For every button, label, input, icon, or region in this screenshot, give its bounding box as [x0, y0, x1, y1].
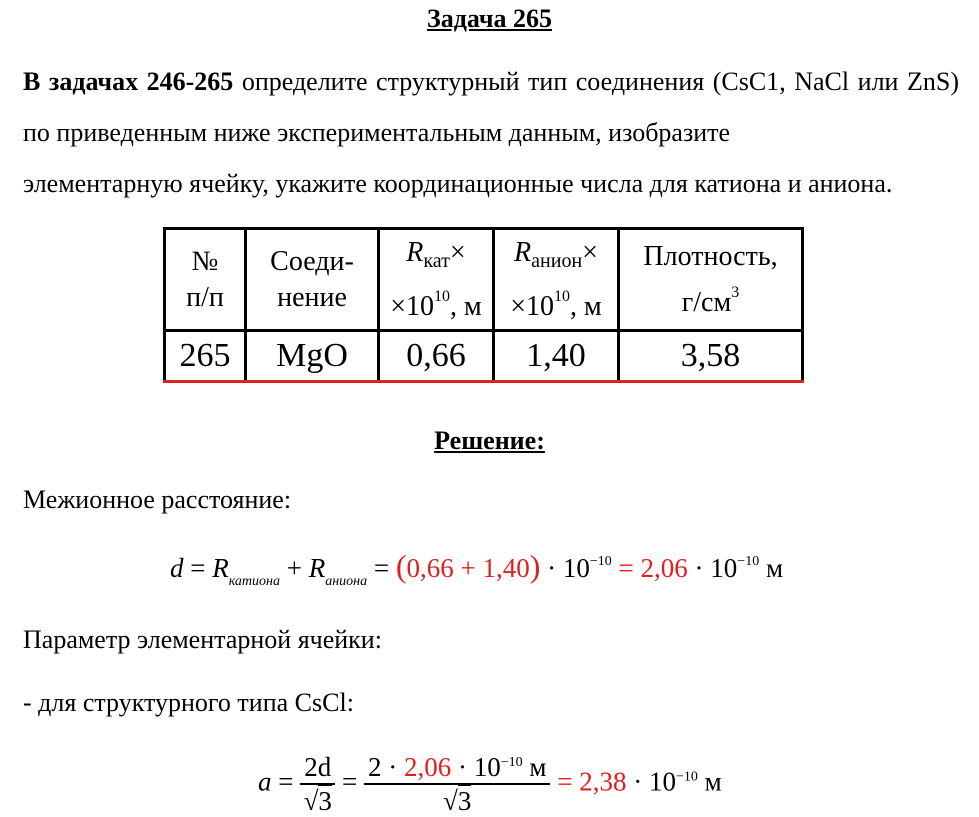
task-text-last: элементарную ячейку, укажите координационные числа для катиона и аниона.: [23, 169, 893, 198]
cell-param-label: Параметр элементарной ячейки:: [23, 625, 382, 654]
task-text: определите структурный тип соединения (CsC1, NaCl или ZnS) по приведенным ниже экспериментальным данным, изобразите: [23, 67, 959, 147]
cell-r-anion: 1,40: [494, 331, 619, 382]
formula-distance: $d = R_{катиона} + R_{аниона} = (0,66 + 1,40) \cdot 10^{-10} = 2,06 \cdot 10^{-10}$ м: [170, 548, 784, 589]
task-description: [23, 56, 959, 209]
solution-title: Решение:: [434, 426, 545, 455]
fraction-value: $\frac{2 \cdot 2,06 \cdot 10^{-10} м}{√3}$: [364, 752, 551, 817]
page-title: Задача 265: [427, 4, 552, 33]
header-compound: Соеди- нение: [246, 229, 379, 331]
cell-r-cation: 0,66: [379, 331, 494, 382]
header-r-anion: $R_{анион}\times$ $\times 10^{10}$, м: [494, 229, 619, 331]
cell-compound: MgO: [246, 331, 379, 382]
header-density: Плотность, $г/см^3$: [619, 229, 803, 331]
header-r-cation: $R_{кат}\times$ $\times 10^{10}$, м: [379, 229, 494, 331]
header-number: № п/п: [165, 229, 246, 331]
table-header-row: [165, 229, 803, 331]
cscl-label: - для структурного типа CsCl:: [23, 688, 354, 717]
formula-cell-param: a = $\frac{2d}{√3}$ = $\frac{2 \cdot 2,06 \cdot 10^{-10} м}{√3}$ = $2,38 \cdot 10^{-10}$ м: [258, 752, 722, 816]
data-table: [163, 227, 804, 383]
cell-density: 3,58: [619, 331, 803, 382]
task-range: В задачах 246-265: [23, 67, 234, 96]
table-row: [165, 331, 803, 382]
cell-number: 265: [165, 331, 246, 382]
fraction-2d: $\frac{2d}{√3}$: [300, 752, 335, 817]
distance-label: Межионное расстояние:: [23, 485, 292, 514]
